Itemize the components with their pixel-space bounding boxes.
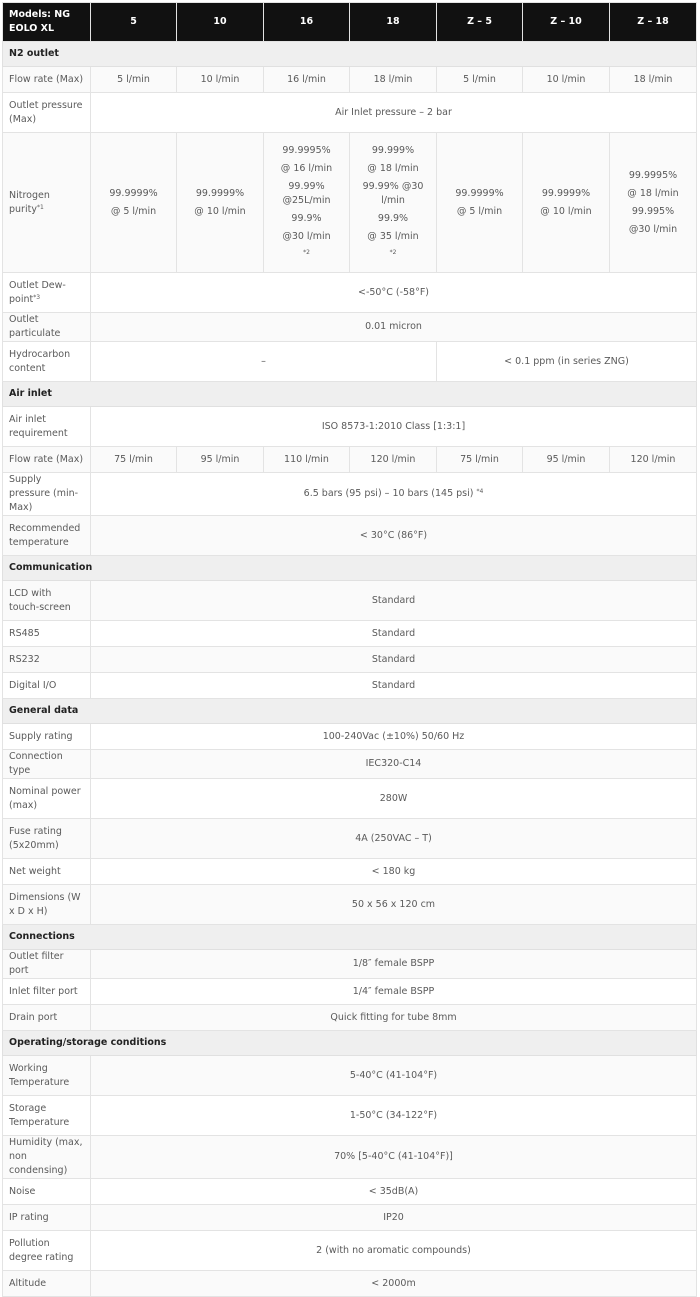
table-row: [3, 1005, 697, 1031]
cell-value: Standard: [91, 673, 697, 699]
cell-value: < 2000m: [91, 1271, 697, 1297]
cell-value: 110 l/min: [264, 447, 350, 473]
cell-value: 70% [5-40°C (41-104°F)]: [91, 1136, 697, 1179]
row-label: Humidity (max, non condensing): [3, 1136, 91, 1179]
section-title-operating: Operating/storage conditions: [3, 1031, 697, 1056]
row-label: Pollution degree rating: [3, 1231, 91, 1271]
cell-value: 18 l/min: [350, 67, 437, 93]
column-header: Z – 5: [437, 3, 523, 42]
row-label: Inlet filter port: [3, 979, 91, 1005]
spec-table: [2, 2, 697, 1297]
header-row: [3, 3, 697, 42]
cell-value: Standard: [91, 581, 697, 621]
row-label: Air inlet requirement: [3, 407, 91, 447]
table-row: [3, 407, 697, 447]
table-row: [3, 133, 697, 273]
cell-value: 10 l/min: [177, 67, 264, 93]
section-row: [3, 42, 697, 67]
cell-value: 1/8″ female BSPP: [91, 950, 697, 979]
row-label: LCD with touch-screen: [3, 581, 91, 621]
table-row: [3, 724, 697, 750]
purity-cell: 99.9995% @ 18 l/min 99.995% @30 l/min: [610, 133, 697, 273]
table-row: [3, 885, 697, 925]
cell-value: 4A (250VAC – T): [91, 819, 697, 859]
cell-value: 5 l/min: [437, 67, 523, 93]
row-label: Outlet particulate: [3, 313, 91, 342]
cell-value: 120 l/min: [610, 447, 697, 473]
table-row: [3, 859, 697, 885]
cell-value: 75 l/min: [91, 447, 177, 473]
row-label: Storage Temperature: [3, 1096, 91, 1136]
table-row: [3, 1231, 697, 1271]
row-label: Outlet filter port: [3, 950, 91, 979]
purity-cell: 99.9999% @ 10 l/min: [523, 133, 610, 273]
model-header: Models: NG EOLO XL: [3, 3, 91, 42]
cell-value: 5 l/min: [91, 67, 177, 93]
table-row: [3, 273, 697, 313]
table-row: [3, 1271, 697, 1297]
row-label: Flow rate (Max): [3, 67, 91, 93]
cell-value: 5-40°C (41-104°F): [91, 1056, 697, 1096]
section-title-connections: Connections: [3, 925, 697, 950]
purity-cell: 99.9999% @ 10 l/min: [177, 133, 264, 273]
cell-value: 95 l/min: [523, 447, 610, 473]
cell-value: < 30°C (86°F): [91, 516, 697, 556]
table-row: [3, 1205, 697, 1231]
cell-value: ISO 8573-1:2010 Class [1:3:1]: [91, 407, 697, 447]
section-row: [3, 925, 697, 950]
cell-value: Standard: [91, 647, 697, 673]
row-label: Dimensions (W x D x H): [3, 885, 91, 925]
column-header: Z – 10: [523, 3, 610, 42]
row-label: Nitrogen purity$^{*1}$: [3, 133, 91, 273]
table-row: [3, 473, 697, 516]
cell-value: 100-240Vac (±10%) 50/60 Hz: [91, 724, 697, 750]
purity-cell: 99.9999% @ 5 l/min: [91, 133, 177, 273]
cell-value: 95 l/min: [177, 447, 264, 473]
row-label: Fuse rating (5x20mm): [3, 819, 91, 859]
row-label: Supply pressure (min-Max): [3, 473, 91, 516]
cell-value: 1/4″ female BSPP: [91, 979, 697, 1005]
cell-value: 6.5 bars (95 psi) – 10 bars (145 psi) $^{*4}$: [91, 473, 697, 516]
table-row: [3, 342, 697, 382]
column-header: 16: [264, 3, 350, 42]
column-header: 5: [91, 3, 177, 42]
cell-value: 0.01 micron: [91, 313, 697, 342]
table-row: [3, 819, 697, 859]
section-row: [3, 382, 697, 407]
table-row: [3, 779, 697, 819]
table-row: [3, 673, 697, 699]
table-row: [3, 93, 697, 133]
cell-value: IEC320-C14: [91, 750, 697, 779]
section-title-communication: Communication: [3, 556, 697, 581]
cell-value: < 0.1 ppm (in series ZNG): [437, 342, 697, 382]
row-label: IP rating: [3, 1205, 91, 1231]
cell-value: IP20: [91, 1205, 697, 1231]
row-label: Noise: [3, 1179, 91, 1205]
table-row: [3, 1056, 697, 1096]
purity-cell: 99.9995% @ 16 l/min 99.99% @25L/min 99.9% @30 l/min $^{*2}$: [264, 133, 350, 273]
cell-value: Quick fitting for tube 8mm: [91, 1005, 697, 1031]
row-label: Outlet Dew-point$^{*3}$: [3, 273, 91, 313]
cell-value: < 180 kg: [91, 859, 697, 885]
cell-value: 75 l/min: [437, 447, 523, 473]
section-row: [3, 1031, 697, 1056]
cell-value: Standard: [91, 621, 697, 647]
table-row: [3, 750, 697, 779]
column-header: Z – 18: [610, 3, 697, 42]
cell-value: 50 x 56 x 120 cm: [91, 885, 697, 925]
row-label: Drain port: [3, 1005, 91, 1031]
section-title-n2-outlet: N2 outlet: [3, 42, 697, 67]
row-label: Net weight: [3, 859, 91, 885]
row-label: RS232: [3, 647, 91, 673]
table-row: [3, 516, 697, 556]
table-row: [3, 1136, 697, 1179]
table-row: [3, 313, 697, 342]
cell-value: 2 (with no aromatic compounds): [91, 1231, 697, 1271]
row-label: Recommended temperature: [3, 516, 91, 556]
table-row: [3, 621, 697, 647]
table-row: [3, 979, 697, 1005]
cell-value: 120 l/min: [350, 447, 437, 473]
cell-value: Air Inlet pressure – 2 bar: [91, 93, 697, 133]
section-row: [3, 699, 697, 724]
row-label: RS485: [3, 621, 91, 647]
section-title-general-data: General data: [3, 699, 697, 724]
table-row: [3, 647, 697, 673]
column-header: 18: [350, 3, 437, 42]
table-row: [3, 950, 697, 979]
row-label: Altitude: [3, 1271, 91, 1297]
table-row: [3, 67, 697, 93]
purity-cell: 99.9999% @ 5 l/min: [437, 133, 523, 273]
row-label: Working Temperature: [3, 1056, 91, 1096]
row-label: Hydrocarbon content: [3, 342, 91, 382]
table-row: [3, 1179, 697, 1205]
table-row: [3, 1096, 697, 1136]
cell-value: < 35dB(A): [91, 1179, 697, 1205]
row-label: Nominal power (max): [3, 779, 91, 819]
purity-cell: 99.999% @ 18 l/min 99.99% @30 l/min 99.9% @ 35 l/min $^{*2}$: [350, 133, 437, 273]
column-header: 10: [177, 3, 264, 42]
cell-value: <-50°C (-58°F): [91, 273, 697, 313]
cell-value: 1-50°C (34-122°F): [91, 1096, 697, 1136]
table-row: [3, 581, 697, 621]
cell-value: 10 l/min: [523, 67, 610, 93]
row-label: Connection type: [3, 750, 91, 779]
cell-value: –: [91, 342, 437, 382]
row-label: Digital I/O: [3, 673, 91, 699]
cell-value: 280W: [91, 779, 697, 819]
section-title-air-inlet: Air inlet: [3, 382, 697, 407]
row-label: Flow rate (Max): [3, 447, 91, 473]
row-label: Outlet pressure (Max): [3, 93, 91, 133]
row-label: Supply rating: [3, 724, 91, 750]
cell-value: 18 l/min: [610, 67, 697, 93]
table-row: [3, 447, 697, 473]
cell-value: 16 l/min: [264, 67, 350, 93]
section-row: [3, 556, 697, 581]
